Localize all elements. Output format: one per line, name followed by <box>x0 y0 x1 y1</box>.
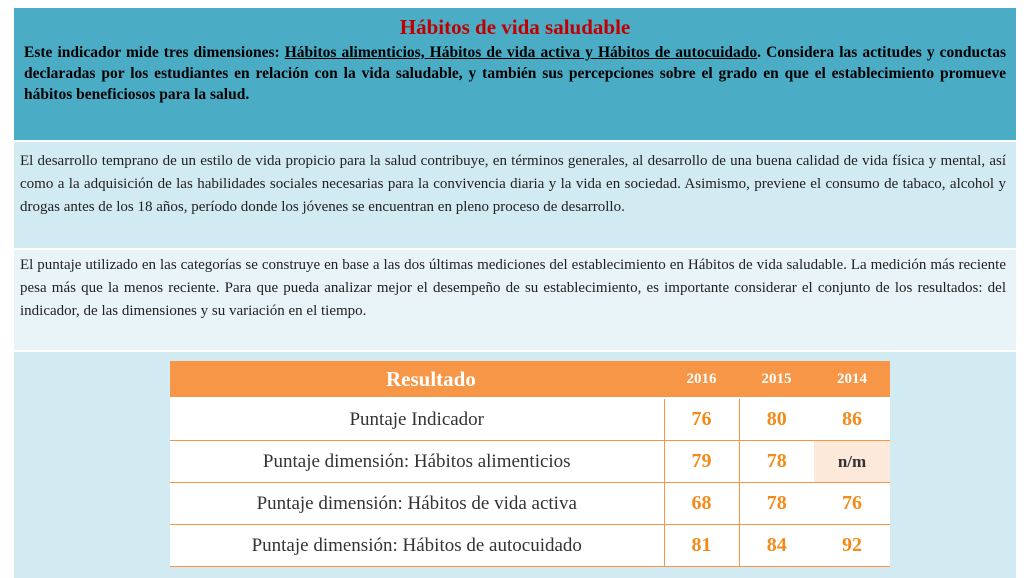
cell-value: 76 <box>664 398 739 441</box>
row-label: Puntaje Indicador <box>170 398 664 441</box>
row-label: Puntaje dimensión: Hábitos alimenticios <box>170 441 664 483</box>
table-row <box>170 398 890 441</box>
page-title: Hábitos de vida saludable <box>399 15 631 39</box>
cell-value-nm: n/m <box>814 441 890 483</box>
cell-value: 78 <box>739 441 814 483</box>
header-text-after: Considera las actitudes y conductas declaradas por los estudiantes en relación con la vida saludable, y también sus percepciones sobre el grado en que el establecimiento promueve hábitos beneficiosos para la salud. <box>24 44 1006 103</box>
table-header-label: Resultado <box>170 361 664 398</box>
cell-value: 68 <box>664 483 739 525</box>
paragraph-panel-1 <box>14 140 1016 248</box>
paragraph-2: El puntaje utilizado en las categorías se construye en base a las dos últimas mediciones del establecimiento en Hábitos de vida saludable. La medición más reciente pesa más que la menos reciente. Para que pueda analizar mejor el desempeño de su establecimiento, es importante considerar el conjunto de los resultados: del indicador, de las dimensiones y su variación en el tiempo. <box>20 257 1006 319</box>
header-panel <box>14 8 1016 140</box>
paragraph-panel-2 <box>14 248 1016 350</box>
cell-value: 79 <box>664 441 739 483</box>
cell-value: 84 <box>739 525 814 567</box>
row-label: Puntaje dimensión: Hábitos de vida activa <box>170 483 664 525</box>
results-table <box>170 361 890 567</box>
dimension-activa-autocuidado: Hábitos de vida activa y Hábitos de autocuidado <box>424 44 758 61</box>
cell-value: 76 <box>814 483 890 525</box>
dimension-alimenticios: Hábitos alimenticios, <box>284 44 425 61</box>
header-period: . <box>757 44 762 61</box>
row-label: Puntaje dimensión: Hábitos de autocuidado <box>170 525 664 567</box>
cell-value: 81 <box>664 525 739 567</box>
paragraph-1: El desarrollo temprano de un estilo de vida propicio para la salud contribuye, en términos generales, al desarrollo de una buena calidad de vida física y mental, así como a la adquisición de las habilidades sociales necesarias para la convivencia diaria y la vida en sociedad. Asimismo, previene el consumo de tabaco, alcohol y drogas antes de los 18 años, período donde los jóvenes se encuentran en pleno proceso de desarrollo. <box>20 153 1006 215</box>
cell-value: 92 <box>814 525 890 567</box>
cell-value: 78 <box>739 483 814 525</box>
year-2015: 2015 <box>739 361 814 398</box>
year-2016: 2016 <box>664 361 739 398</box>
year-2014: 2014 <box>814 361 890 398</box>
cell-value: 86 <box>814 398 890 441</box>
header-text-before: Este indicador mide tres dimensiones: <box>24 44 285 61</box>
header-description <box>24 42 1006 105</box>
table-row <box>170 441 890 483</box>
cell-value: 80 <box>739 398 814 441</box>
table-header-row <box>170 361 890 398</box>
table-row <box>170 483 890 525</box>
table-row <box>170 525 890 567</box>
